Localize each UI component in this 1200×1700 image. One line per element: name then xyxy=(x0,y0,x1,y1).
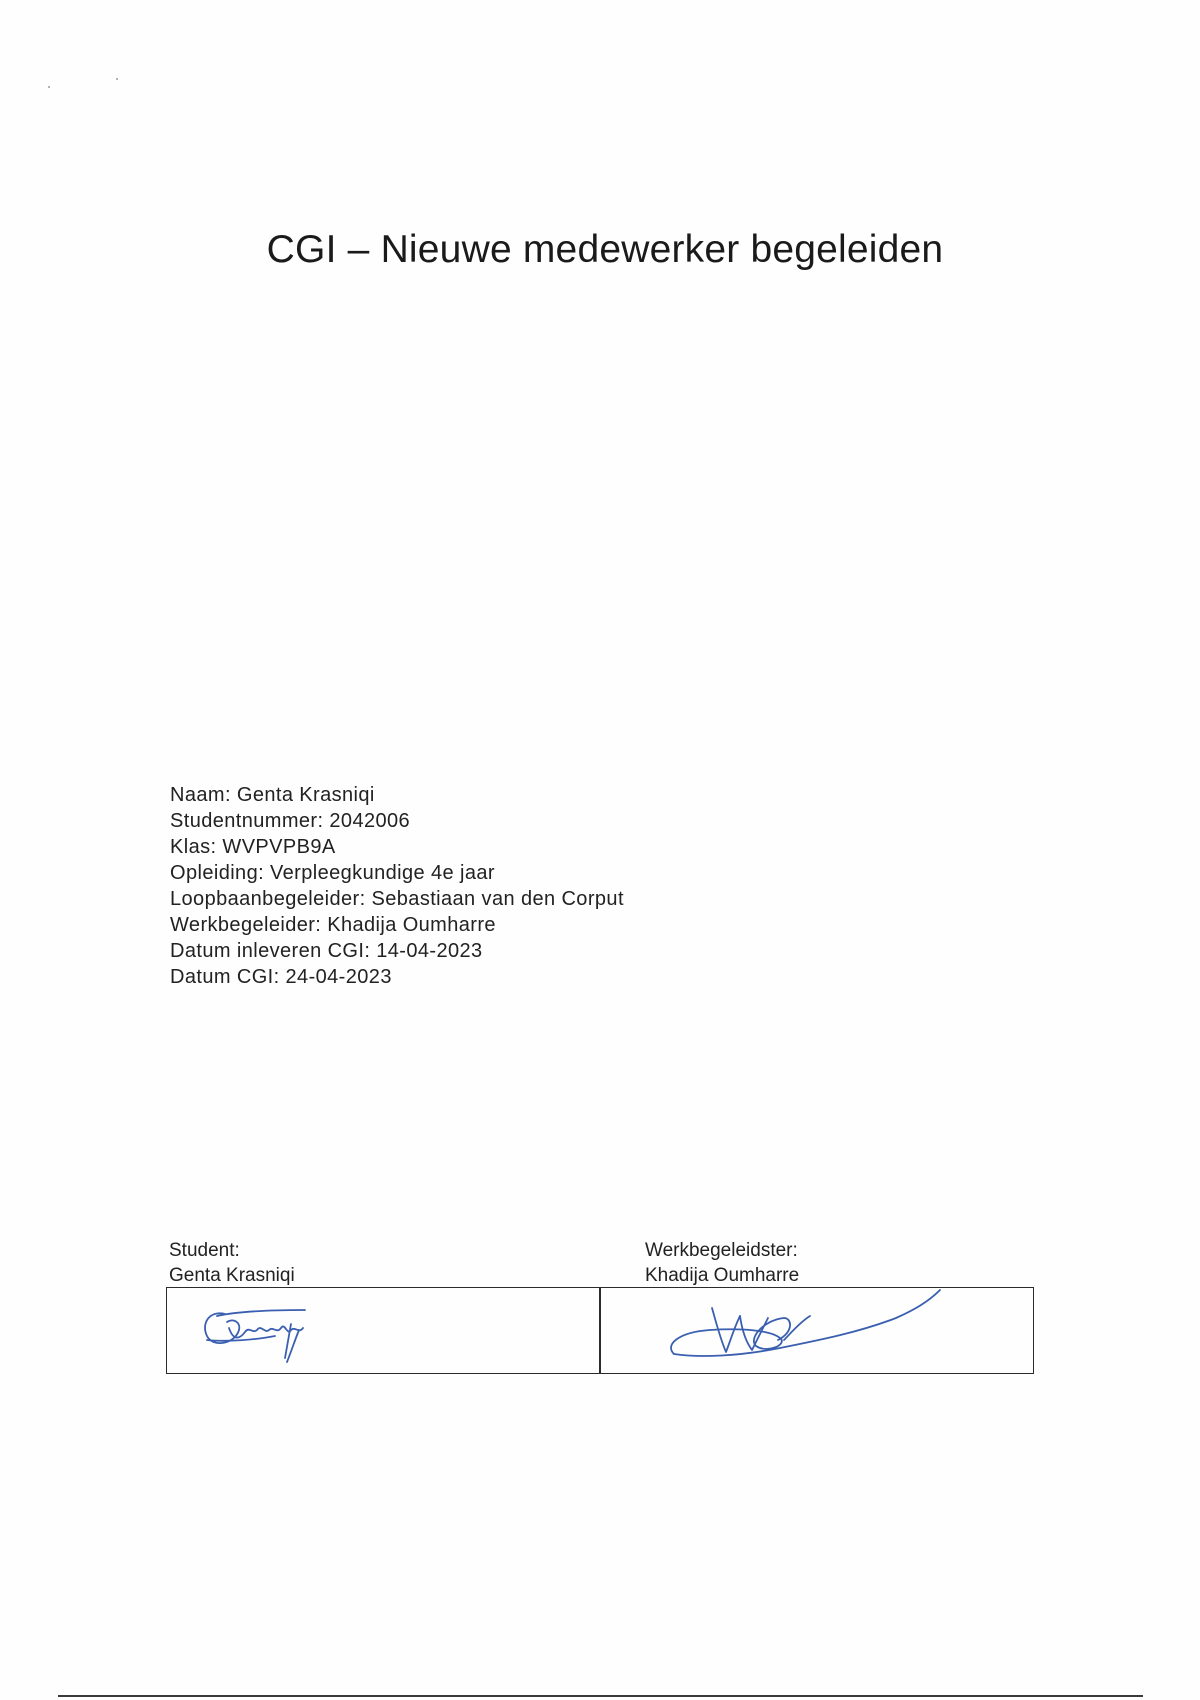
student-name-label: Genta Krasniqi xyxy=(169,1265,295,1286)
info-name: Naam: Genta Krasniqi xyxy=(170,784,375,806)
supervisor-role-label: Werkbegeleidster: xyxy=(645,1240,798,1261)
supervisor-name-label: Khadija Oumharre xyxy=(645,1265,800,1286)
scan-speck xyxy=(116,78,118,80)
info-work-supervisor: Werkbegeleider: Khadija Oumharre xyxy=(170,914,496,936)
info-cgi-date: Datum CGI: 24-04-2023 xyxy=(170,966,392,988)
info-career-counselor: Loopbaanbegeleider: Sebastiaan van den Corput xyxy=(170,888,624,910)
student-info-block xyxy=(170,782,624,990)
supervisor-signature xyxy=(660,1282,950,1372)
student-signature xyxy=(195,1300,330,1370)
info-student-number: Studentnummer: 2042006 xyxy=(170,810,411,832)
document-title: CGI – Nieuwe medewerker begeleiden xyxy=(266,228,944,271)
student-role-label: Student: xyxy=(169,1240,240,1261)
scan-speck xyxy=(48,86,50,88)
signature-table-divider xyxy=(599,1287,601,1374)
info-program: Opleiding: Verpleegkundige 4e jaar xyxy=(170,862,495,884)
page-bottom-rule xyxy=(58,1695,1143,1697)
info-submission-date: Datum inleveren CGI: 14-04-2023 xyxy=(170,940,483,962)
info-class: Klas: WVPVPB9A xyxy=(170,836,336,858)
